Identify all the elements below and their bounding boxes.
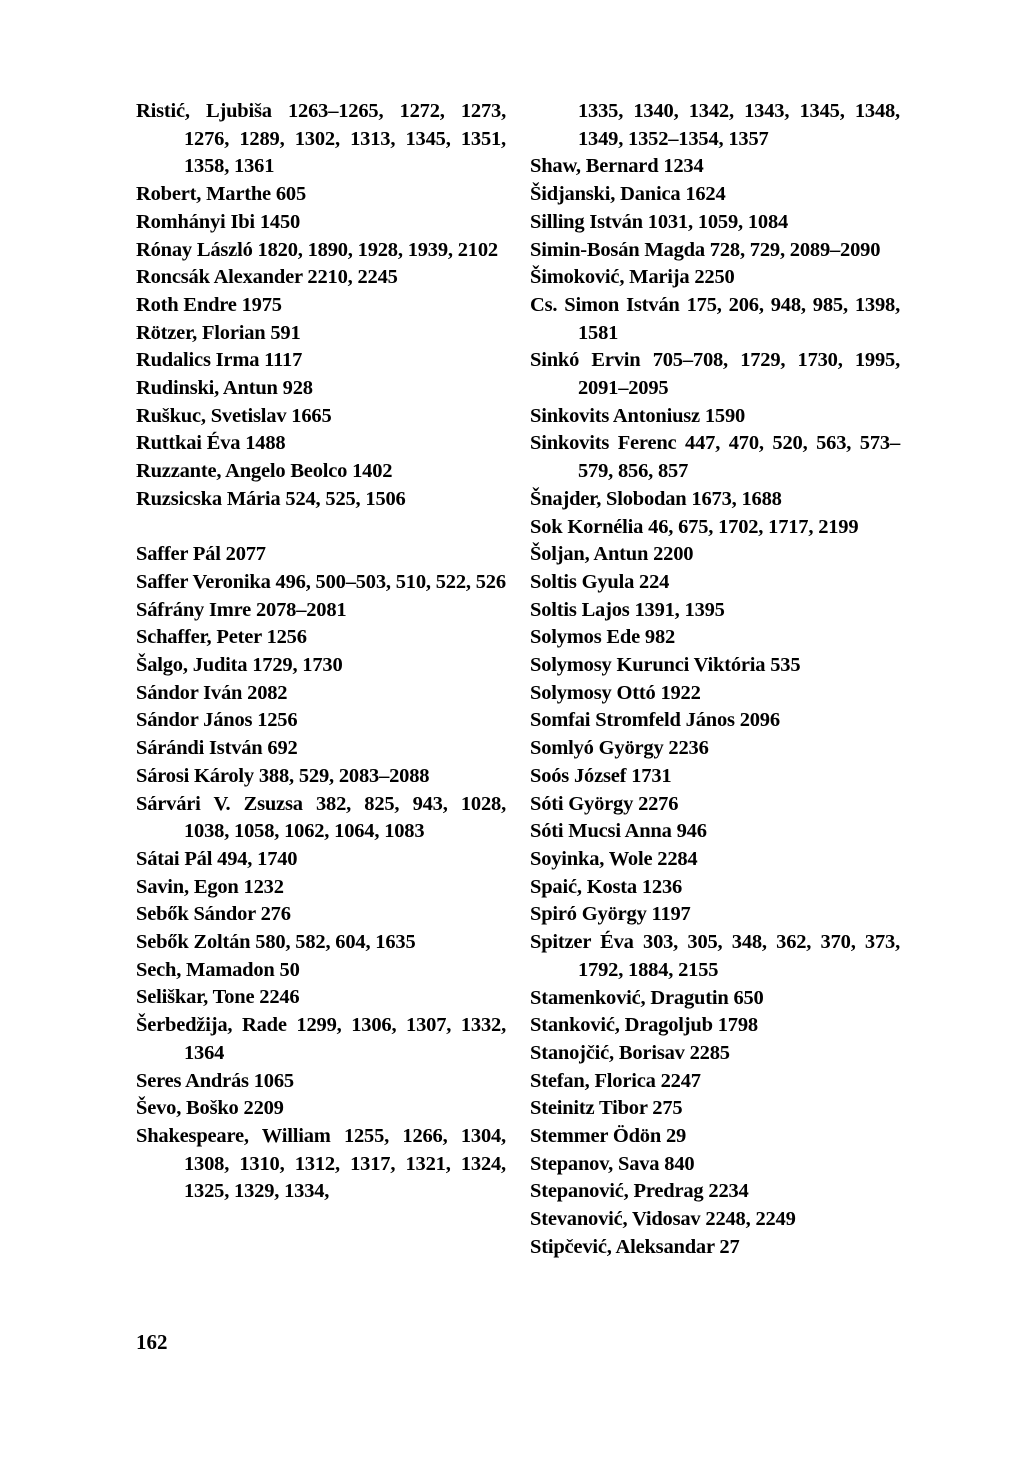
index-entry: Šimoković, Marija 2250 bbox=[530, 266, 735, 289]
index-entry: Sok Kornélia 46, 675, 1702, 1717, 2199 bbox=[530, 515, 859, 538]
index-entry: Somlyó György 2236 bbox=[530, 737, 709, 760]
index-entry: Romhányi Ibi 1450 bbox=[136, 210, 301, 233]
index-entry: Sáfrány Imre 2078–2081 bbox=[136, 598, 347, 621]
index-entry: Soltis Lajos 1391, 1395 bbox=[530, 598, 725, 621]
index-entry: Spiró György 1197 bbox=[530, 903, 691, 926]
page-number: 162 bbox=[136, 1330, 168, 1354]
index-entry: Stemmer Ödön 29 bbox=[530, 1125, 687, 1148]
index-entry: Shakespeare, William 1255, 1266, 1304, 1308, 1310, 1312, 1317, 1321, 1324, 1325, 1329, 1334, bbox=[136, 1125, 506, 1203]
index-entry: Rudinski, Antun 928 bbox=[136, 377, 313, 400]
index-entry: Schaffer, Peter 1256 bbox=[136, 626, 307, 649]
index-entry: Šidjanski, Danica 1624 bbox=[530, 183, 726, 206]
index-entry: Šnajder, Slobodan 1673, 1688 bbox=[530, 487, 782, 510]
index-entry: Stevanović, Vidosav 2248, 2249 bbox=[530, 1208, 796, 1231]
index-entry: Savin, Egon 1232 bbox=[136, 875, 284, 898]
index-entry: Solymosy Kurunci Viktória 535 bbox=[530, 654, 801, 677]
index-column-left bbox=[136, 98, 506, 1206]
index-entry: Ruzzante, Angelo Beolco 1402 bbox=[136, 460, 393, 483]
index-entry: 1335, 1340, 1342, 1343, 1345, 1348, 1349, 1352–1354, 1357 bbox=[578, 100, 900, 150]
index-entry: Roth Endre 1975 bbox=[136, 293, 282, 316]
index-entry: Roncsák Alexander 2210, 2245 bbox=[136, 266, 398, 289]
index-entry: Sándor János 1256 bbox=[136, 709, 298, 732]
index-entry: Ruttkai Éva 1488 bbox=[136, 432, 286, 455]
index-entry: Ševo, Boško 2209 bbox=[136, 1097, 284, 1120]
index-entry: Ruškuc, Svetislav 1665 bbox=[136, 404, 332, 427]
index-entry: Soltis Gyula 224 bbox=[530, 570, 670, 593]
index-entry: Sárvári V. Zsuzsa 382, 825, 943, 1028, 1038, 1058, 1062, 1064, 1083 bbox=[136, 792, 506, 843]
index-entry: Stipčević, Aleksandar 27 bbox=[530, 1235, 740, 1258]
index-entry: Spitzer Éva 303, 305, 348, 362, 370, 373, 1792, 1884, 2155 bbox=[530, 931, 900, 981]
index-entry: Sinkovits Antoniusz 1590 bbox=[530, 404, 746, 427]
index-entry: Silling István 1031, 1059, 1084 bbox=[530, 210, 789, 233]
index-entry: Šalgo, Judita 1729, 1730 bbox=[136, 654, 343, 677]
index-entry: Sebők Sándor 276 bbox=[136, 903, 291, 926]
index-entry: Solymosy Ottó 1922 bbox=[530, 681, 701, 704]
index-entry: Rötzer, Florian 591 bbox=[136, 321, 301, 344]
index-entry: Simin-Bosán Magda 728, 729, 2089–2090 bbox=[530, 238, 881, 261]
index-entry: Ristić, Ljubiša 1263–1265, 1272, 1273, 1276, 1289, 1302, 1313, 1345, 1351, 1358, 1361 bbox=[136, 100, 506, 178]
index-entry: Saffer Pál 2077 bbox=[136, 543, 266, 566]
index-entry: Soós József 1731 bbox=[530, 764, 672, 787]
index-entry: Sinkovits Ferenc 447, 470, 520, 563, 573–579, 856, 857 bbox=[530, 432, 900, 483]
index-entry: Sárándi István 692 bbox=[136, 737, 298, 760]
index-entry: Sech, Mamadon 50 bbox=[136, 958, 300, 981]
index-entry: Soyinka, Wole 2284 bbox=[530, 847, 698, 870]
index-entry: Stanojčić, Borisav 2285 bbox=[530, 1041, 730, 1064]
index-entry: Cs. Simon István 175, 206, 948, 985, 1398, 1581 bbox=[530, 293, 900, 344]
index-entry: Šerbedžija, Rade 1299, 1306, 1307, 1332, 1364 bbox=[136, 1014, 506, 1064]
section-gap bbox=[136, 514, 506, 542]
index-column-right bbox=[530, 98, 900, 1262]
index-entry: Stepanov, Sava 840 bbox=[530, 1152, 695, 1175]
index-entry: Ruzsicska Mária 524, 525, 1506 bbox=[136, 487, 406, 510]
index-entry: Somfai Stromfeld János 2096 bbox=[530, 709, 780, 732]
index-entry: Saffer Veronika 496, 500–503, 510, 522, 526 bbox=[136, 570, 506, 593]
index-entry: Sebők Zoltán 580, 582, 604, 1635 bbox=[136, 931, 416, 954]
index-entry: Stepanović, Predrag 2234 bbox=[530, 1180, 749, 1203]
index-entry: Seliškar, Tone 2246 bbox=[136, 986, 300, 1009]
index-entry: Stanković, Dragoljub 1798 bbox=[530, 1014, 758, 1037]
index-entry: Sátai Pál 494, 1740 bbox=[136, 847, 298, 870]
index-entry: Sóti György 2276 bbox=[530, 792, 679, 815]
index-entry: Spaić, Kosta 1236 bbox=[530, 875, 683, 898]
index-entry: Rudalics Irma 1117 bbox=[136, 349, 303, 372]
index-entry: Stamenković, Dragutin 650 bbox=[530, 986, 764, 1009]
index-entry: Steinitz Tibor 275 bbox=[530, 1097, 683, 1120]
index-entry: Sóti Mucsi Anna 946 bbox=[530, 820, 707, 843]
index-entry: Solymos Ede 982 bbox=[530, 626, 676, 649]
index-entry: Seres András 1065 bbox=[136, 1069, 294, 1092]
index-entry: Sárosi Károly 388, 529, 2083–2088 bbox=[136, 764, 430, 787]
index-entry: Shaw, Bernard 1234 bbox=[530, 155, 704, 178]
index-entry: Robert, Marthe 605 bbox=[136, 183, 307, 206]
index-entry: Sándor Iván 2082 bbox=[136, 681, 288, 704]
index-entry: Stefan, Florica 2247 bbox=[530, 1069, 701, 1092]
index-entry: Sinkó Ervin 705–708, 1729, 1730, 1995, 2091–2095 bbox=[530, 349, 900, 400]
index-entry: Šoljan, Antun 2200 bbox=[530, 543, 694, 566]
index-entry: Rónay László 1820, 1890, 1928, 1939, 2102 bbox=[136, 238, 498, 261]
